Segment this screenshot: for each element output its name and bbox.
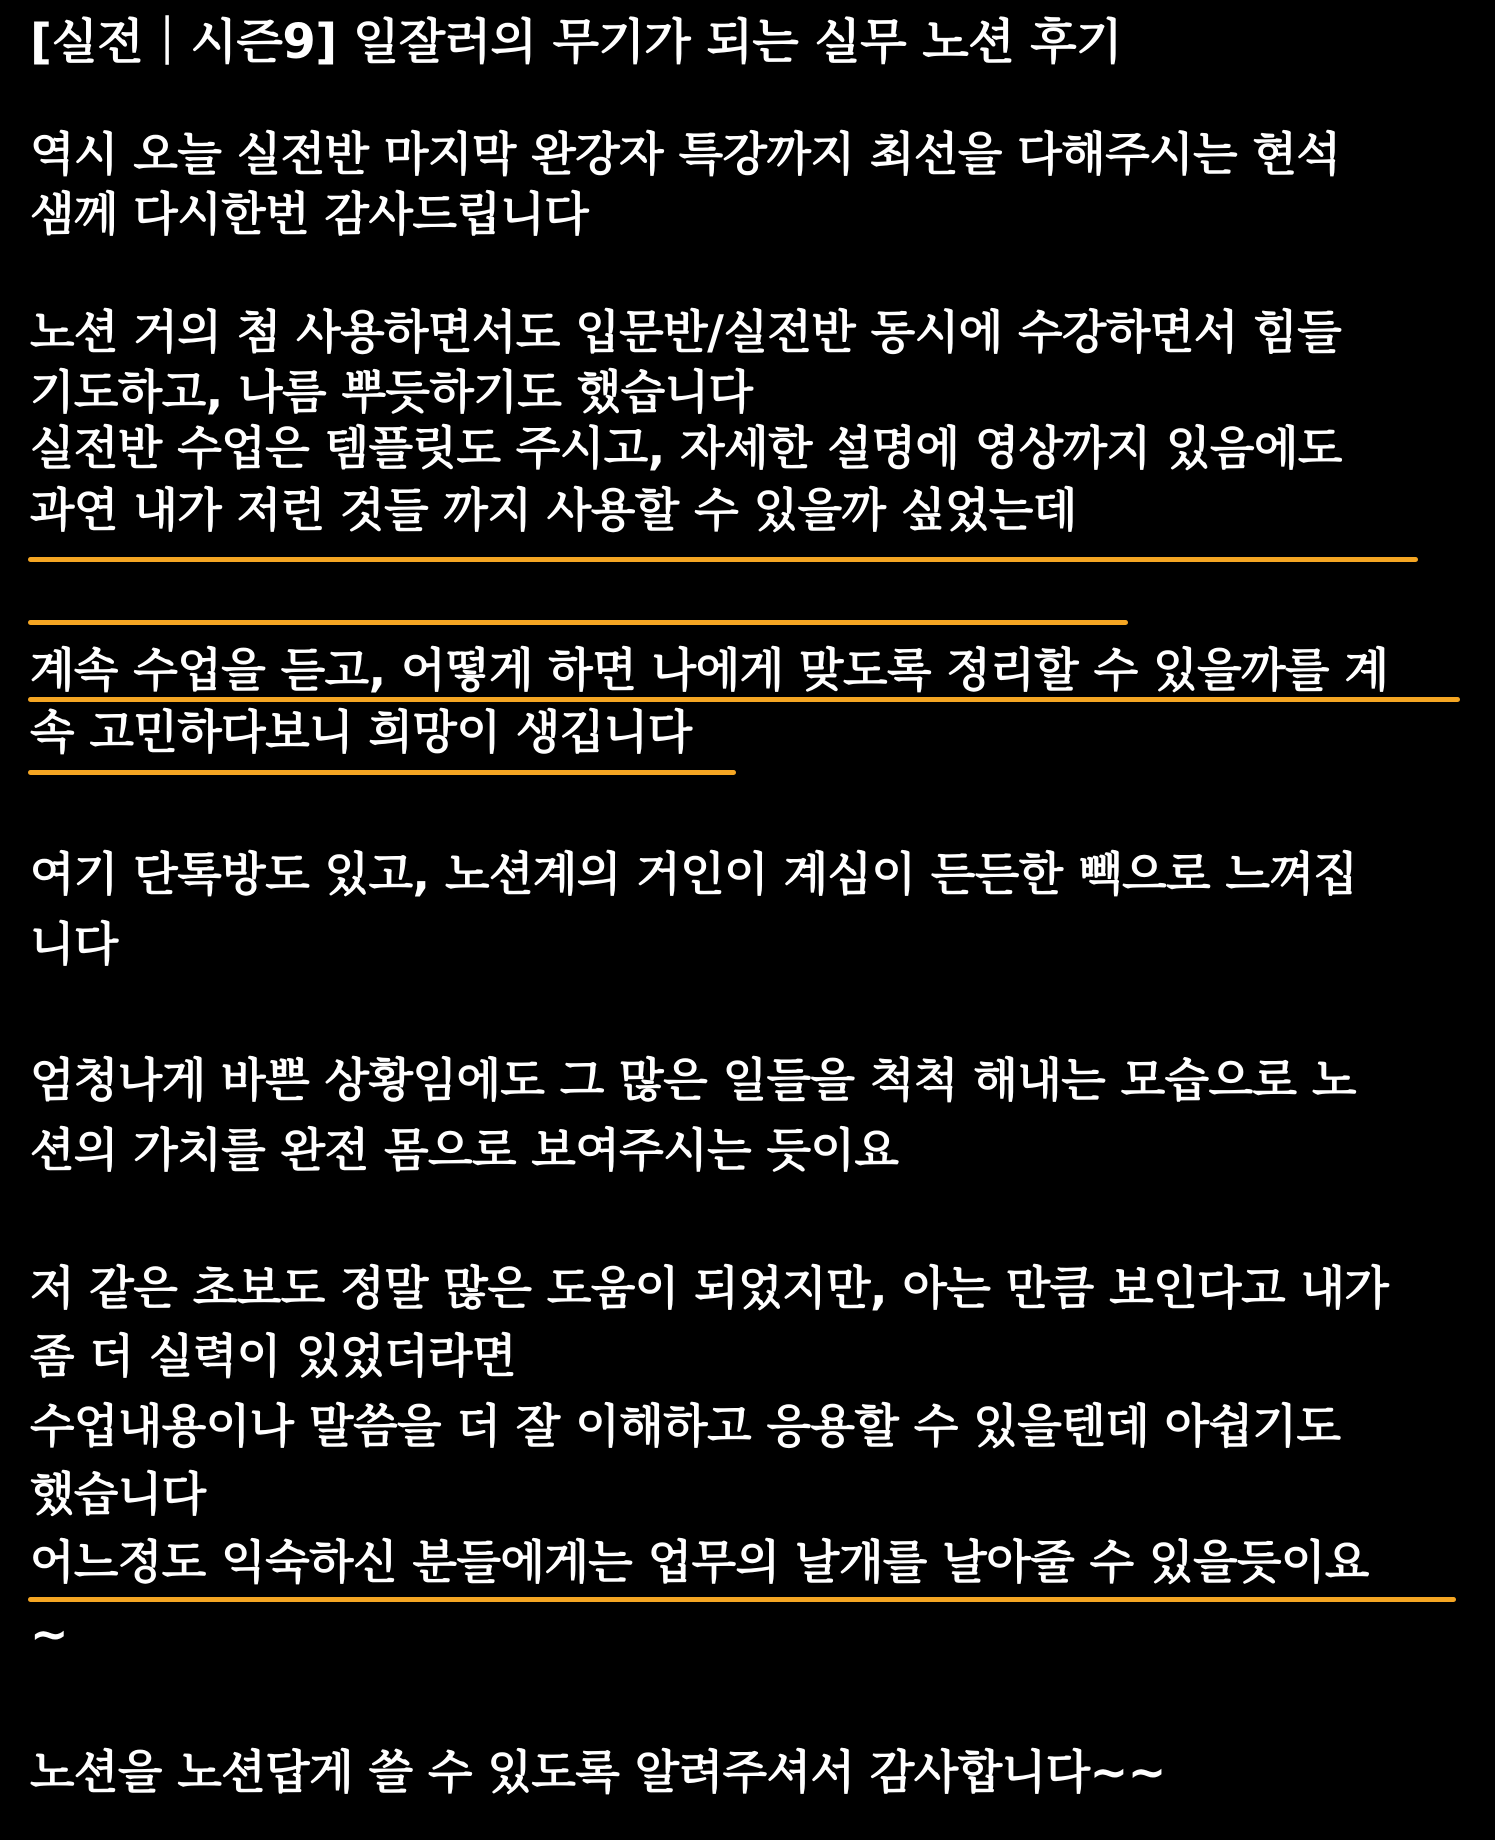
text-line: 기도하고, 나름 뿌듯하기도 했습니다 [30,365,753,419]
text-line: 노션을 노션답게 쓸 수 있도록 알려주셔서 감사합니다~~ [30,1745,1166,1799]
highlighted-text-line: 계속 수업을 듣고, 어떻게 하면 나에게 맞도록 정리할 수 있을까를 계 [30,643,1389,697]
highlight-underline [28,620,1128,625]
text-line: 여기 단톡방도 있고, 노션계의 거인이 계심이 든든한 빽으로 느껴집 [30,847,1358,901]
text-line: 수업내용이나 말씀을 더 잘 이해하고 응용할 수 있을텐데 아쉽기도 [30,1399,1341,1453]
post-title: [실전｜시즌9] 일잘러의 무기가 되는 실무 노션 후기 [30,14,1123,70]
text-line: 샘께 다시한번 감사드립니다 [30,187,589,241]
highlighted-text-line: 실전반 수업은 템플릿도 주시고, 자세한 설명에 영상까지 있음에도 [30,421,1342,475]
text-line: 노션 거의 첨 사용하면서도 입문반/실전반 동시에 수강하면서 힘들 [30,305,1342,359]
highlighted-text-line: 어느정도 익숙하신 분들에게는 업무의 날개를 날아줄 수 있을듯이요 [30,1535,1369,1589]
text-line: 역시 오늘 실전반 마지막 완강자 특강까지 최선을 다해주시는 현석 [30,127,1341,181]
highlight-underline [28,1597,1456,1602]
text-line: 니다 [30,917,118,971]
text-line: 저 같은 초보도 정말 많은 도움이 되었지만, 아는 만큼 보인다고 내가 [30,1261,1389,1315]
highlight-underline [28,557,1418,562]
highlight-underline [28,770,736,775]
text-line: 했습니다 [30,1467,206,1521]
text-line: ~ [30,1607,69,1661]
text-line: 션의 가치를 완전 몸으로 보여주시는 듯이요 [30,1123,899,1177]
highlighted-text-line: 속 고민하다보니 희망이 생깁니다 [30,705,692,759]
highlighted-text-line: 과연 내가 저런 것들 까지 사용할 수 있을까 싶었는데 [30,483,1077,537]
text-line: 좀 더 실력이 있었더라면 [30,1329,516,1383]
text-line: 엄청나게 바쁜 상황임에도 그 많은 일들을 척척 해내는 모습으로 노 [30,1053,1356,1107]
